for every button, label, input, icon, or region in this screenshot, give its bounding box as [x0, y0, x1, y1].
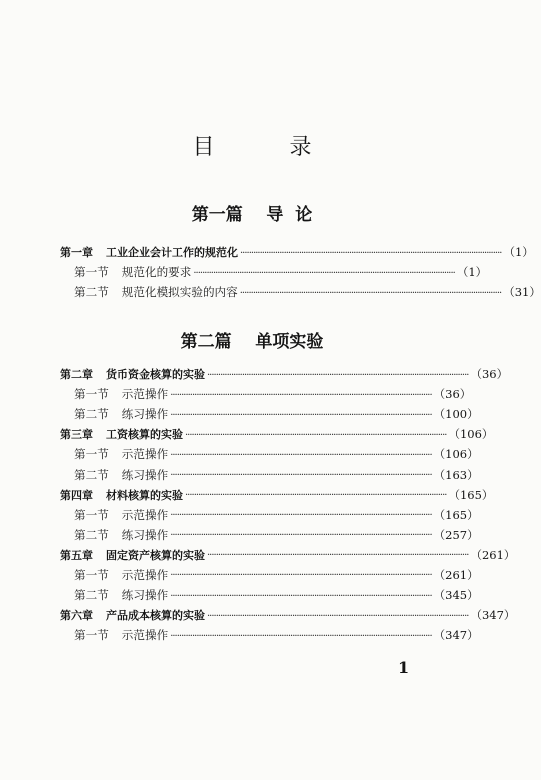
toc-leader-dots: ························································································································	[170, 630, 432, 642]
toc-entry-page: （347）	[470, 608, 516, 623]
toc-section-row	[60, 404, 479, 424]
part-title-single-experiments: 第二篇 单项实验	[180, 332, 324, 352]
toc-entry-label: 第一节	[74, 387, 109, 402]
toc-entry-page: （31）	[503, 285, 541, 300]
toc-leader-dots: ························································································································	[170, 470, 432, 482]
toc-entry-label: 第六章	[60, 609, 93, 623]
toc-entry-title: 材料核算的实验	[106, 488, 183, 502]
toc-entry-title: 示范操作	[121, 387, 169, 402]
toc-entry-title: 规范化模拟实验的内容	[121, 285, 238, 300]
toc-entry-page: （165）	[448, 487, 494, 502]
toc-part-single-experiments	[60, 364, 516, 645]
toc-entry-label: 第四章	[60, 488, 93, 502]
toc-entry-page: （1）	[503, 245, 534, 260]
page-title: 目 录	[192, 135, 346, 160]
toc-leader-dots: ························································································································	[170, 510, 432, 522]
toc-entry-label: 第三章	[60, 428, 93, 442]
toc-entry-label: 第二节	[74, 467, 109, 482]
toc-leader-dots: ························································································································	[170, 530, 432, 542]
toc-entry-label: 第一节	[74, 447, 109, 462]
toc-entry-label: 第二节	[74, 407, 109, 422]
toc-leader-dots: ························································································································	[207, 369, 469, 381]
toc-entry-page: （1）	[456, 265, 488, 280]
toc-entry-page: （257）	[433, 527, 479, 542]
toc-entry-page: （106）	[448, 427, 494, 442]
toc-entry-title: 练习操作	[121, 407, 169, 422]
toc-section-row	[60, 505, 479, 525]
toc-leader-dots: ························································································································	[170, 409, 432, 421]
toc-leader-dots: ························································································································	[170, 389, 432, 401]
toc-section-row	[60, 464, 479, 484]
toc-entry-page: （106）	[433, 447, 479, 462]
toc-entry-page: （261）	[433, 567, 479, 582]
toc-entry-page: （100）	[433, 407, 479, 422]
toc-entry-label: 第一节	[74, 567, 109, 582]
toc-chapter-row	[60, 605, 516, 625]
toc-entry-label: 第一节	[74, 265, 109, 280]
toc-leader-dots: ························································································································	[193, 267, 455, 279]
toc-entry-page: （163）	[433, 467, 479, 482]
toc-entry-page: （36）	[470, 367, 509, 382]
toc-entry-title: 示范操作	[121, 567, 169, 582]
toc-entry-label: 第二章	[60, 368, 93, 382]
toc-entry-page: （345）	[433, 588, 479, 603]
toc-leader-dots: ························································································································	[185, 490, 447, 502]
toc-entry-title: 产品成本核算的实验	[106, 609, 205, 623]
toc-entry-page: （165）	[433, 507, 479, 522]
part-title-intro: 第一篇 导 论	[191, 205, 313, 225]
toc-section-row	[60, 625, 479, 645]
toc-entry-title: 练习操作	[121, 467, 169, 482]
toc-leader-dots: ························································································································	[207, 610, 469, 622]
toc-leader-dots: ························································································································	[207, 550, 469, 562]
toc-entry-page: （261）	[470, 547, 516, 562]
page-number: 1	[398, 658, 410, 677]
toc-entry-title: 货币资金核算的实验	[106, 368, 205, 382]
toc-section-row	[60, 282, 541, 302]
toc-leader-dots: ························································································································	[239, 287, 502, 299]
toc-entry-title: 练习操作	[121, 527, 169, 542]
toc-entry-label: 第二节	[74, 588, 109, 603]
toc-entry-title: 工资核算的实验	[106, 428, 183, 442]
toc-section-row	[60, 262, 488, 282]
toc-section-row	[60, 384, 472, 404]
toc-entry-label: 第一节	[74, 507, 109, 522]
toc-entry-label: 第五章	[60, 548, 93, 562]
toc-chapter-row	[60, 424, 494, 444]
toc-entry-label: 第二节	[74, 285, 109, 300]
toc-entry-title: 示范操作	[121, 447, 169, 462]
toc-section-row	[60, 525, 479, 545]
toc-entry-title: 固定资产核算的实验	[106, 548, 205, 562]
toc-entry-title: 练习操作	[121, 588, 169, 603]
toc-part-intro	[60, 242, 541, 302]
toc-entry-title: 规范化的要求	[121, 265, 192, 280]
toc-entry-title: 示范操作	[121, 507, 169, 522]
toc-entry-title: 示范操作	[121, 628, 169, 643]
toc-chapter-row	[60, 545, 516, 565]
toc-leader-dots: ························································································································	[240, 247, 502, 259]
toc-entry-label: 第二节	[74, 527, 109, 542]
toc-entry-page: （36）	[433, 387, 472, 402]
toc-chapter-row	[60, 364, 509, 384]
toc-leader-dots: ························································································································	[170, 570, 432, 582]
toc-chapter-row	[60, 242, 534, 262]
toc-entry-title: 工业企业会计工作的规范化	[106, 246, 238, 260]
toc-entry-page: （347）	[433, 628, 479, 643]
toc-leader-dots: ························································································································	[170, 449, 432, 461]
toc-entry-label: 第一节	[74, 628, 109, 643]
toc-section-row	[60, 585, 479, 605]
toc-leader-dots: ························································································································	[170, 590, 432, 602]
toc-section-row	[60, 565, 479, 585]
toc-section-row	[60, 444, 479, 464]
toc-entry-label: 第一章	[60, 246, 93, 260]
toc-leader-dots: ························································································································	[185, 429, 447, 441]
toc-chapter-row	[60, 485, 494, 505]
